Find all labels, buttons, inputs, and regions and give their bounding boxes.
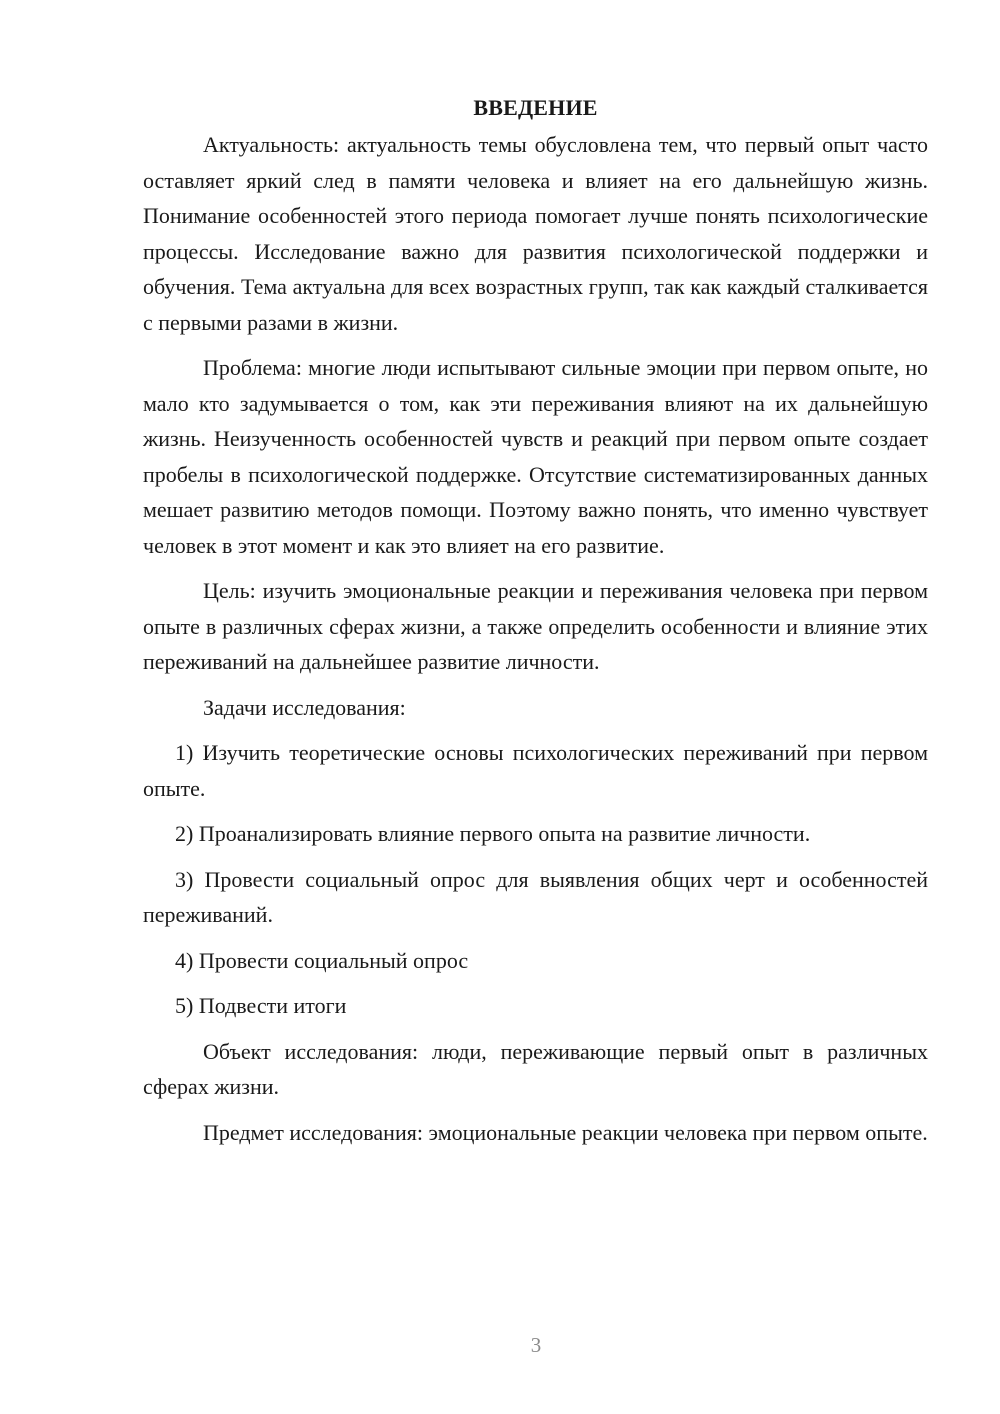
list-item: 4) Провести социальный опрос <box>175 947 469 973</box>
tasks-heading: Задачи исследования: <box>203 694 406 720</box>
page-content <box>143 90 928 1160</box>
paragraph-problem: Проблема: многие люди испытывают сильные эмоции при первом опыте, но мало кто задумывается о том, как эти переживания влияют на их дальнейшую жизнь. Неизученность особенностей чувств и реакций при первом опыте создает пробелы в психологической поддержке. Отсутствие систематизированных данных мешает развитию методов помощи. Поэтому важно понять, что именно чувствует человек в этот момент и как это влияет на его развитие. <box>143 355 928 558</box>
page-number: 3 <box>530 1333 542 1357</box>
paragraph-object: Объект исследования: люди, переживающие первый опыт в различных сферах жизни. <box>143 1038 928 1099</box>
list-item: 2) Проанализировать влияние первого опыта на развитие личности. <box>175 821 811 846</box>
list-item: 3) Провести социальный опрос для выявления общих черт и особенностей переживаний. <box>143 866 928 927</box>
list-item: 5) Подвести итоги <box>175 993 347 1018</box>
tasks-list <box>143 735 928 1024</box>
paragraph-subject: Предмет исследования: эмоциональные реакции человека при первом опыте. <box>203 1119 928 1145</box>
paragraph-relevance: Актуальность: актуальность темы обусловлена тем, что первый опыт часто оставляет яркий след в памяти человека и влияет на его дальнейшую жизнь. Понимание особенностей этого периода помогает лучше понять психологические процессы. Исследование важно для развития психологической поддержки и обучения. Тема актуальна для всех возрастных групп, так как каждый сталкивается с первыми разами в жизни. <box>143 132 928 335</box>
paragraph-goal: Цель: изучить эмоциональные реакции и переживания человека при первом опыте в различных сферах жизни, а также определить особенности и влияние этих переживаний на дальнейшее развитие личности. <box>143 578 928 674</box>
page-title: ВВЕДЕНИЕ <box>473 95 598 120</box>
list-item: 1) Изучить теоретические основы психологических переживаний при первом опыте. <box>143 740 928 801</box>
